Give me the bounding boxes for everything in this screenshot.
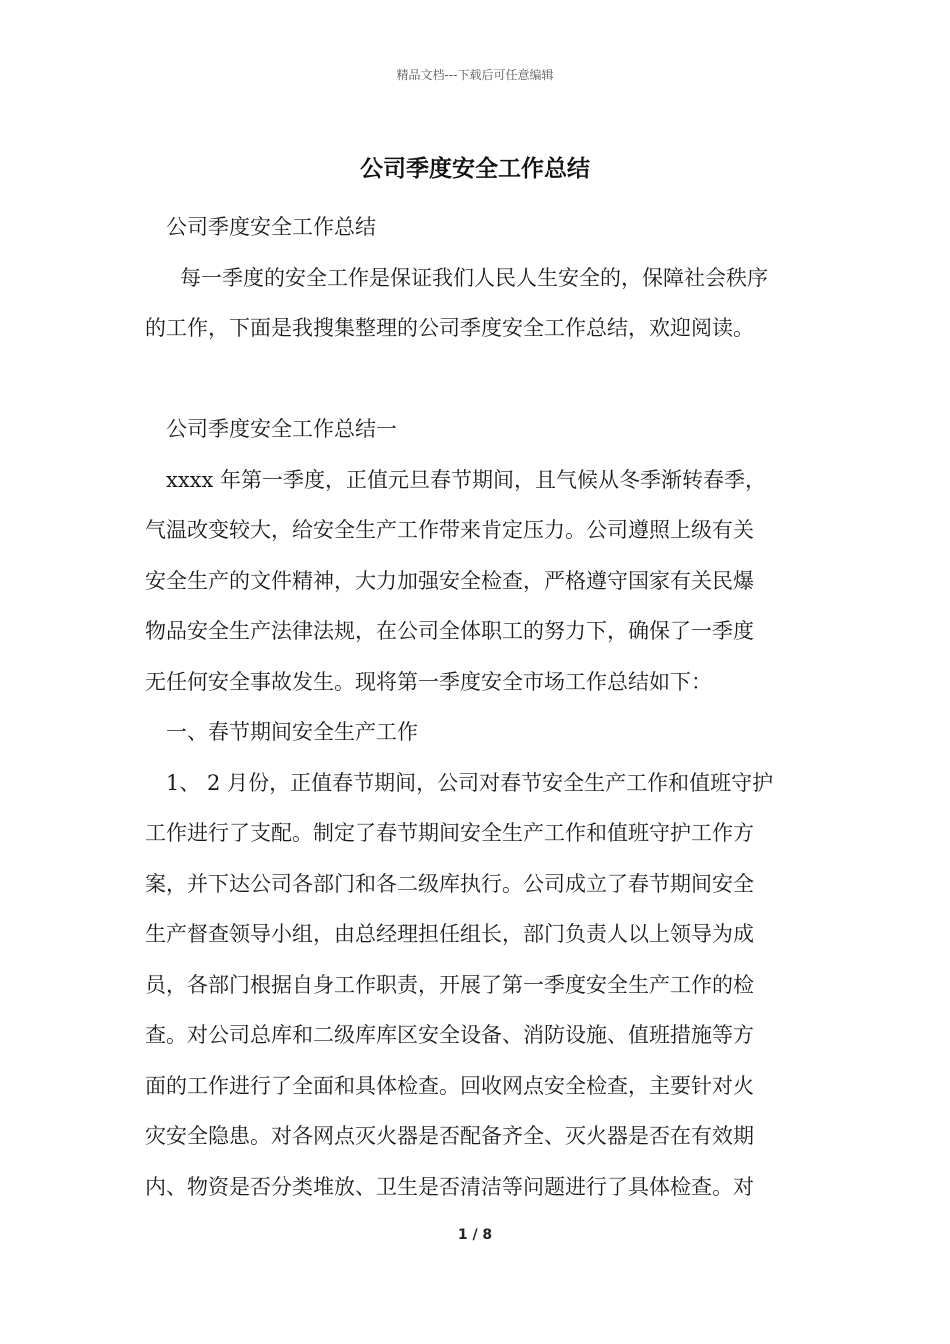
blank-line <box>145 354 807 405</box>
paragraph-line: 的工作，下面是我搜集整理的公司季度安全工作总结，欢迎阅读。 <box>145 316 754 340</box>
header-note: 精品文档---下载后可任意编辑 <box>396 68 554 82</box>
paragraph-line: 物品安全生产法律法规，在公司全体职工的努力下，确保了一季度 <box>145 619 754 643</box>
paragraph-line: 安全生产的文件精神，大力加强安全检查，严格遵守国家有关民爆 <box>145 568 754 593</box>
paragraph-line: 面的工作进行了全面和具体检查。回收网点安全检查，主要针对火 <box>145 1073 754 1098</box>
paragraph-line: 1、 2 月份，正值春节期间，公司对春节安全生产工作和值班守护 <box>166 770 774 795</box>
paragraph-line: 员，各部门根据自身工作职责，开展了第一季度安全生产工作的检 <box>145 972 754 997</box>
paragraph-line: 查。对公司总库和二级库库区安全设备、消防设施、值班措施等方 <box>145 1023 754 1047</box>
paragraph-line: 案，并下达公司各部门和各二级库执行。公司成立了春节期间安全 <box>145 871 754 896</box>
paragraph-line: 无任何安全事故发生。现将第一季度安全市场工作总结如下： <box>145 669 712 694</box>
section-heading: 公司季度安全工作总结一 <box>166 417 397 441</box>
paragraph-line: 内、物资是否分类堆放、卫生是否清洁等问题进行了具体检查。对 <box>145 1174 754 1199</box>
paragraph-line: xxxx 年第一季度，正值元旦春节期间，且气候从冬季渐转春季， <box>166 467 767 492</box>
paragraph-line: 气温改变较大，给安全生产工作带来肯定压力。公司遵照上级有关 <box>145 518 754 542</box>
paragraph-line: 生产督查领导小组，由总经理担任组长，部门负责人以上领导为成 <box>145 922 754 946</box>
paragraph-line: 工作进行了支配。制定了春节期间安全生产工作和值班守护工作方 <box>145 821 754 845</box>
paragraph-line: 灾安全隐患。对各网点灭火器是否配备齐全、灭火器是否在有效期 <box>145 1124 754 1148</box>
document-title: 公司季度安全工作总结 <box>360 155 590 182</box>
section-heading: 一、春节期间安全生产工作 <box>166 720 418 744</box>
paragraph-line: 每一季度的安全工作是保证我们人民人生安全的，保障社会秩序 <box>180 265 768 290</box>
subtitle-line: 公司季度安全工作总结 <box>166 215 376 239</box>
document-body <box>145 202 807 1212</box>
page-number: 1 / 8 <box>457 1227 493 1243</box>
